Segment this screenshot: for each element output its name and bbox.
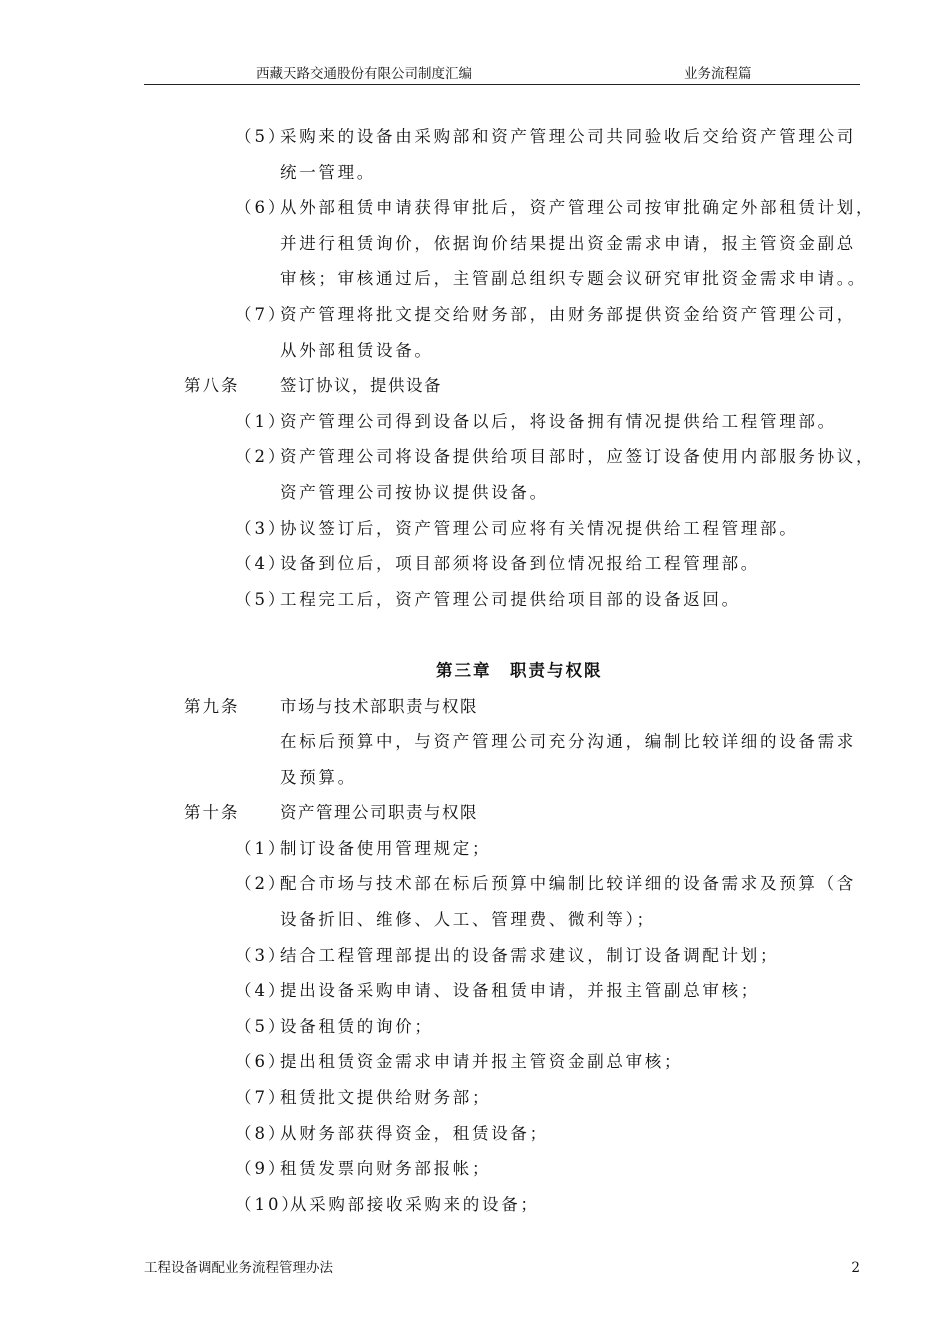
item-text: 资产管理公司得到设备以后，将设备拥有情况提供给工程管理部。 xyxy=(280,411,837,431)
list-item xyxy=(0,1151,950,1187)
list-item xyxy=(0,1044,950,1080)
article-number: 第九条 xyxy=(184,696,240,716)
item-number: （5） xyxy=(235,127,288,146)
item-text: 制订设备使用管理规定； xyxy=(280,838,492,858)
item-text: 工程完工后，资产管理公司提供给项目部的设备返回。 xyxy=(280,589,741,609)
footer-document-title: 工程设备调配业务流程管理办法 xyxy=(144,1260,333,1276)
item-number: （7） xyxy=(235,1088,288,1108)
item-text: 设备到位后，项目部须将设备到位情况报给工程管理部。 xyxy=(280,554,760,574)
item-number: （3） xyxy=(235,518,288,538)
item-text: 并进行租赁询价，依据询价结果提出资金需求申请，报主管资金副总 xyxy=(280,233,856,253)
list-item xyxy=(0,404,950,440)
paragraph-line xyxy=(0,760,950,796)
item-text: 资产管理公司按协议提供设备。 xyxy=(280,482,549,502)
list-item xyxy=(0,511,950,547)
item-number: （4） xyxy=(235,981,288,1001)
item-text: 提出设备采购申请、设备租赁申请，并报主管副总审核； xyxy=(280,981,760,1001)
item-number: （1） xyxy=(235,411,288,431)
list-item-continuation xyxy=(0,902,950,938)
list-item-continuation xyxy=(0,475,950,511)
article-title: 市场与技术部职责与权限 xyxy=(280,696,478,716)
list-item xyxy=(0,546,950,582)
item-text: 从外部租赁设备。 xyxy=(280,340,434,360)
item-number: （5） xyxy=(235,589,288,609)
article-title: 签订协议，提供设备 xyxy=(280,376,442,396)
list-item-continuation xyxy=(0,226,950,262)
item-text: 采购来的设备由采购部和资产管理公司共同验收后交给资产管理公司 xyxy=(280,127,856,146)
list-item xyxy=(0,1187,950,1223)
paragraph-text: 及预算。 xyxy=(280,767,357,787)
item-text: 设备折旧、维修、人工、管理费、微利等）； xyxy=(280,910,656,930)
item-text: 审核；审核通过后，主管副总组织专题会议研究审批资金需求申请。。 xyxy=(280,269,867,289)
article-heading xyxy=(0,368,950,404)
item-text: 租赁发票向财务部报帐； xyxy=(280,1159,492,1179)
chapter-title: 第三章 职责与权限 xyxy=(436,660,603,680)
item-text: 提出租赁资金需求申请并报主管资金副总审核； xyxy=(280,1052,684,1072)
item-text: 从采购部接收采购来的设备； xyxy=(290,1194,540,1214)
item-text: 从财务部获得资金，租赁设备； xyxy=(280,1123,549,1143)
item-text: 结合工程管理部提出的设备需求建议，制订设备调配计划； xyxy=(280,945,780,965)
item-text: 配合市场与技术部在标后预算中编制比较详细的设备需求及预算（含 xyxy=(280,874,856,894)
article-title: 资产管理公司职责与权限 xyxy=(280,803,478,823)
paragraph-line xyxy=(0,724,950,760)
list-item-continuation xyxy=(0,261,950,297)
list-item xyxy=(0,866,950,902)
page-number: 2 xyxy=(851,1260,860,1276)
chapter-heading xyxy=(0,653,950,689)
list-item xyxy=(0,1080,950,1116)
item-number: （2） xyxy=(235,874,288,894)
item-number: （4） xyxy=(235,554,288,574)
paragraph-text: 在标后预算中，与资产管理公司充分沟通，编制比较详细的设备需求 xyxy=(280,732,856,752)
article-heading xyxy=(0,689,950,725)
document-body xyxy=(0,119,950,1222)
header-company-title: 西藏天路交通股份有限公司制度汇编 xyxy=(256,66,472,82)
item-text: 统一管理。 xyxy=(280,162,376,182)
list-item xyxy=(0,1009,950,1045)
list-item xyxy=(0,831,950,867)
list-item-continuation xyxy=(0,333,950,369)
list-item-continuation xyxy=(0,155,950,191)
item-text: 租赁批文提供给财务部； xyxy=(280,1088,492,1108)
item-number: （3） xyxy=(235,945,288,965)
list-item xyxy=(0,1116,950,1152)
item-number: （6） xyxy=(235,1052,288,1072)
list-item xyxy=(0,973,950,1009)
item-text: 协议签订后，资产管理公司应将有关情况提供给工程管理部。 xyxy=(280,518,799,538)
item-number: （6） xyxy=(235,198,288,218)
item-number: （9） xyxy=(235,1159,288,1179)
item-number: （10） xyxy=(235,1194,301,1214)
header-section-title: 业务流程篇 xyxy=(684,66,752,82)
item-number: （8） xyxy=(235,1123,288,1143)
blank-line xyxy=(0,617,950,653)
item-number: （2） xyxy=(235,447,288,467)
list-item xyxy=(0,582,950,618)
list-item xyxy=(0,938,950,974)
item-text: 资产管理公司将设备提供给项目部时，应签订设备使用内部服务协议， xyxy=(280,447,876,467)
list-item xyxy=(0,119,950,155)
article-number: 第十条 xyxy=(184,803,240,823)
article-heading xyxy=(0,795,950,831)
article-number: 第八条 xyxy=(184,376,240,396)
list-item xyxy=(0,297,950,333)
list-item xyxy=(0,439,950,475)
item-number: （7） xyxy=(235,304,288,324)
item-number: （1） xyxy=(235,838,288,858)
item-text: 从外部租赁申请获得审批后，资产管理公司按审批确定外部租赁计划， xyxy=(280,198,876,218)
item-text: 资产管理将批文提交给财务部，由财务部提供资金给资产管理公司， xyxy=(280,304,856,324)
item-text: 设备租赁的询价； xyxy=(280,1016,434,1036)
list-item xyxy=(0,190,950,226)
item-number: （5） xyxy=(235,1016,288,1036)
page-header xyxy=(144,64,860,85)
